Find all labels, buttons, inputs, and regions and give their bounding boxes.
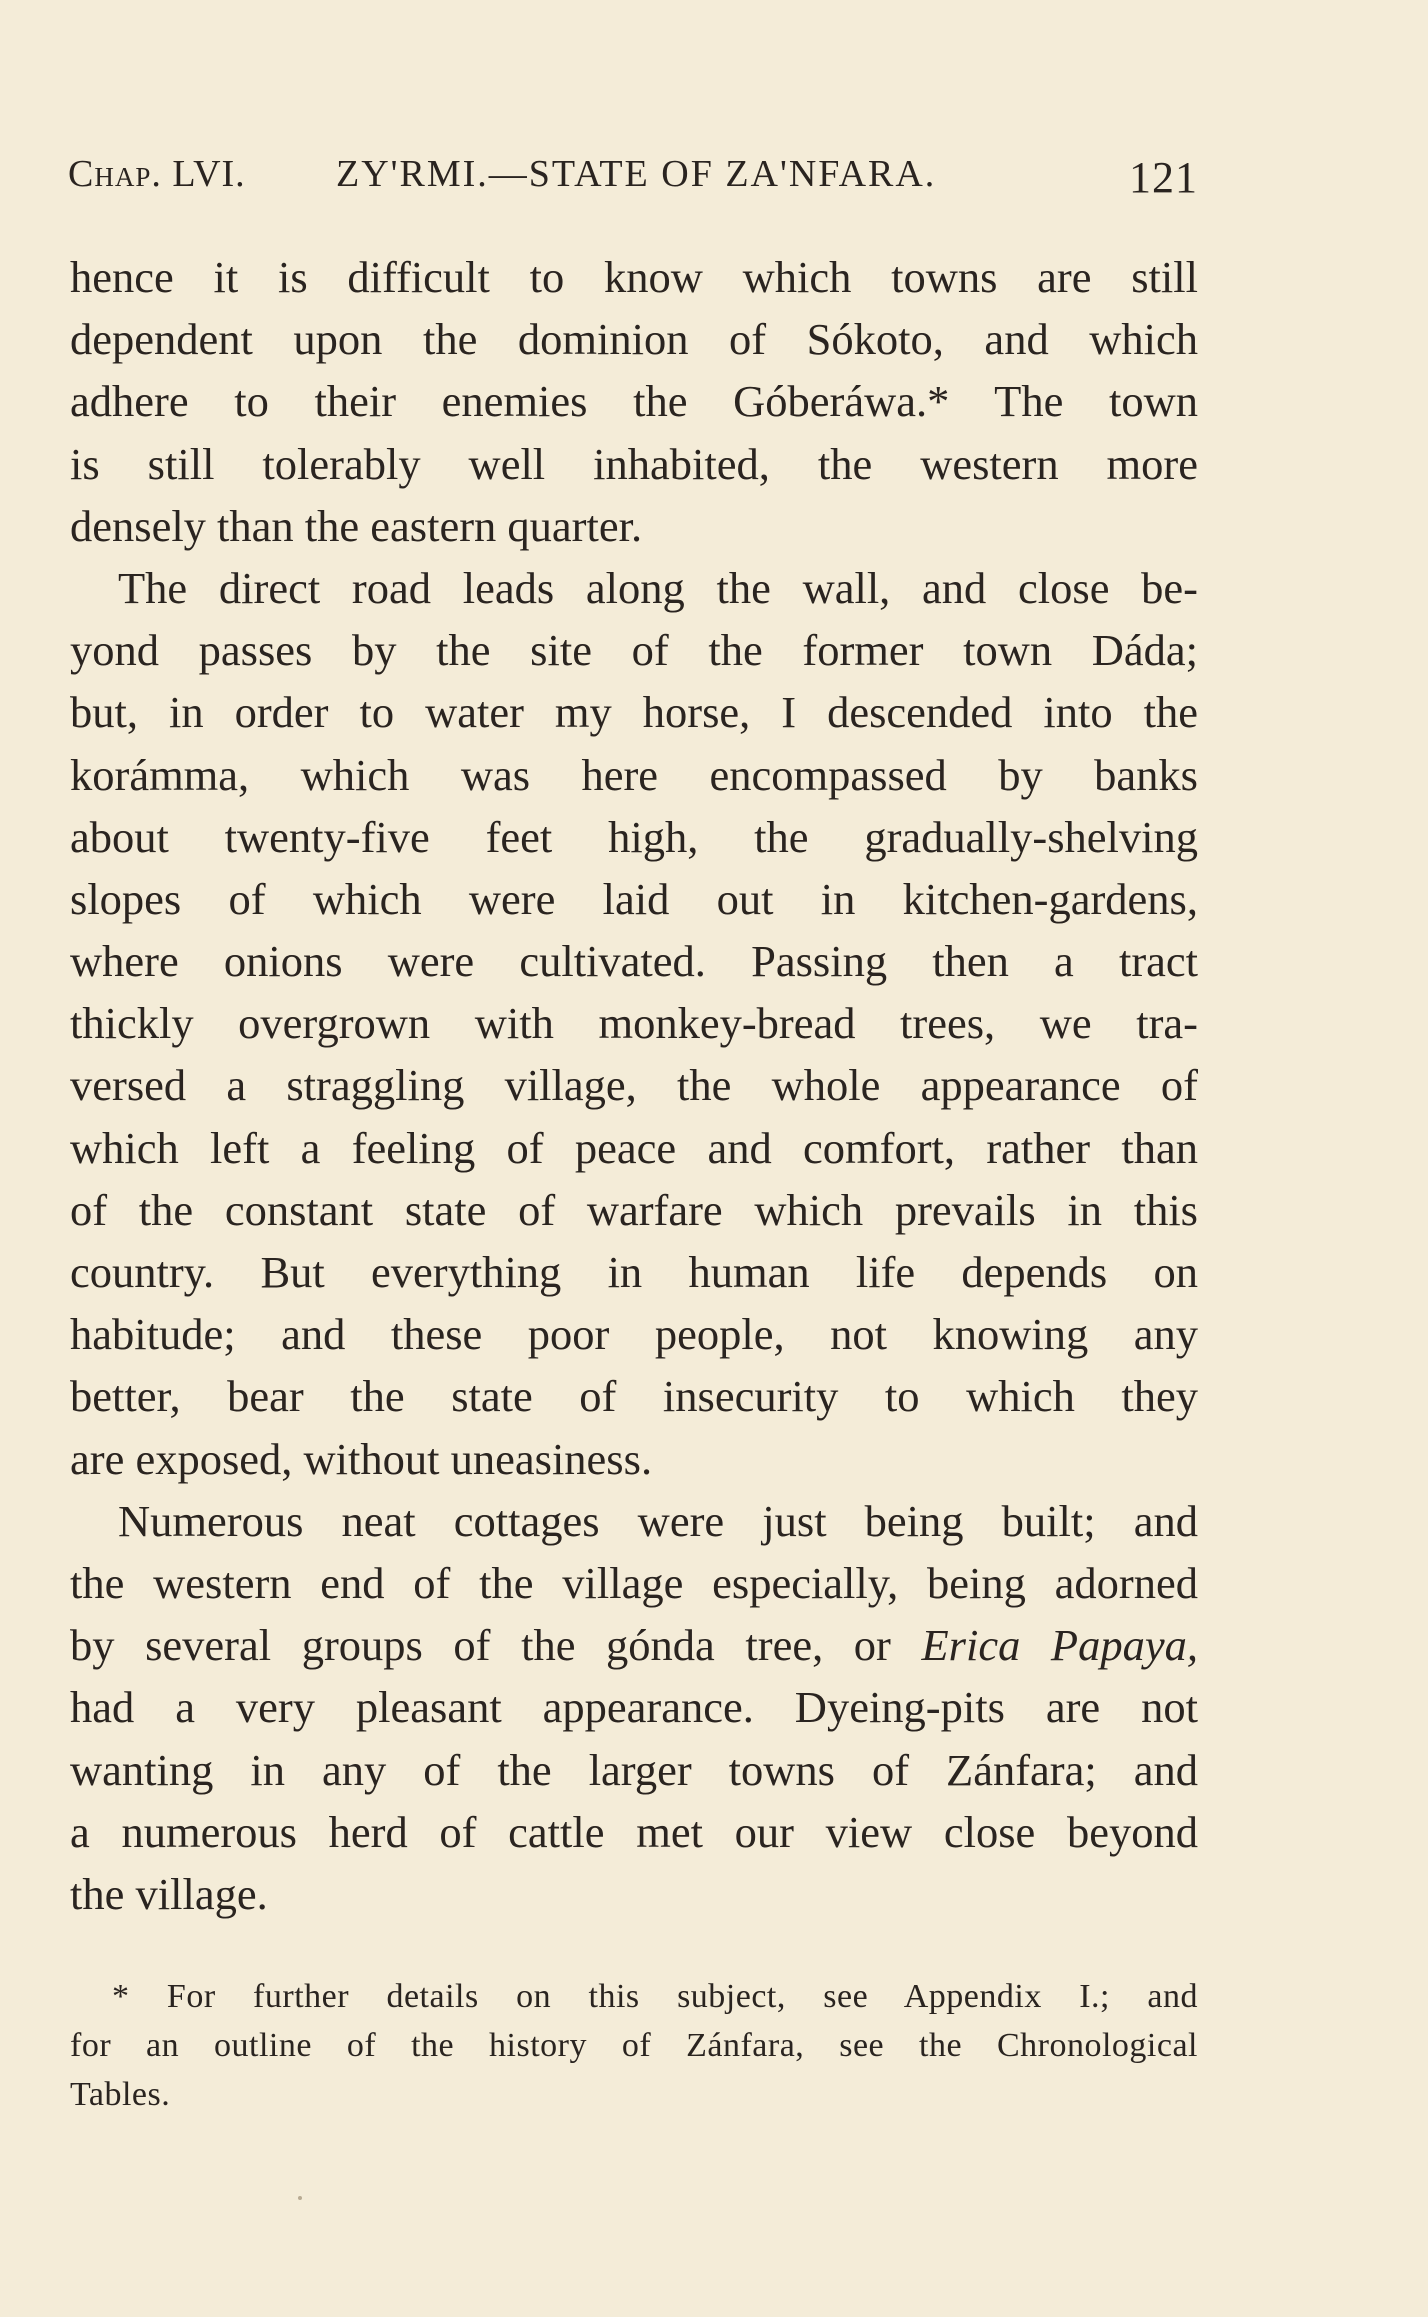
- text-line: wanting in any of the larger towns of Zánfara; and: [70, 1744, 1198, 1795]
- text-line: had a very pleasant appearance. Dyeing-pits are not: [70, 1682, 1198, 1733]
- footnote: [70, 1972, 1198, 2119]
- paragraph-start-line: Numerous neat cottages were just being built; and: [118, 1495, 1198, 1546]
- text-line: densely than the eastern quarter.: [70, 500, 643, 551]
- text-line: about twenty-five feet high, the gradually-shelving: [70, 811, 1198, 862]
- text-line: thickly overgrown with monkey-bread trees, we tra-: [70, 998, 1198, 1049]
- text-line: slopes of which were laid out in kitchen-gardens,: [70, 873, 1198, 924]
- text-line: a numerous herd of cattle met our view close beyond: [70, 1806, 1198, 1857]
- section-title: ZY'RMI.—STATE OF ZA'NFARA.: [336, 153, 937, 195]
- page-number: 121: [1129, 153, 1198, 202]
- italic-term: Erica Papaya,: [921, 1620, 1198, 1671]
- text-line: hence it is difficult to know which towns are still: [70, 252, 1198, 302]
- text-line-with-italic: [70, 1614, 1198, 1676]
- text-run: by several groups of the gónda tree, or: [70, 1620, 922, 1671]
- footnote-line: for an outline of the history of Zánfara, see the Chronological: [70, 2027, 1198, 2064]
- text-line: dependent upon the dominion of Sókoto, and which: [70, 314, 1198, 365]
- text-line: are exposed, without uneasiness.: [70, 1433, 653, 1484]
- chapter-label: Chap. LVI.: [68, 153, 246, 195]
- running-header: [68, 152, 1198, 212]
- text-line: the village.: [70, 1868, 268, 1919]
- text-line: versed a straggling village, the whole appearance of: [70, 1060, 1198, 1111]
- text-line: but, in order to water my horse, I descended into the: [70, 687, 1198, 738]
- paper-speck: [298, 2196, 302, 2200]
- text-line: is still tolerably well inhabited, the western more: [70, 438, 1198, 489]
- paragraph-start-line: The direct road leads along the wall, and close be-: [118, 562, 1198, 613]
- footnote-line: Tables.: [70, 2076, 171, 2113]
- text-line: where onions were cultivated. Passing then a tract: [70, 936, 1198, 987]
- text-line: yond passes by the site of the former town Dáda;: [70, 625, 1198, 676]
- text-line: habitude; and these poor people, not knowing any: [70, 1309, 1198, 1360]
- text-line: of the constant state of warfare which prevails in this: [70, 1184, 1198, 1235]
- footnote-line: * For further details on this subject, see Appendix I.; and: [112, 1978, 1198, 2015]
- text-line: adhere to their enemies the Góberáwa.* The town: [70, 376, 1198, 427]
- text-line: the western end of the village especially, being adorned: [70, 1557, 1198, 1608]
- text-line: which left a feeling of peace and comfort, rather than: [70, 1122, 1198, 1173]
- text-line: korámma, which was here encompassed by banks: [70, 749, 1198, 800]
- text-line: better, bear the state of insecurity to which they: [70, 1371, 1198, 1422]
- text-line: country. But everything in human life depends on: [70, 1247, 1198, 1297]
- body-text: [70, 246, 1198, 1925]
